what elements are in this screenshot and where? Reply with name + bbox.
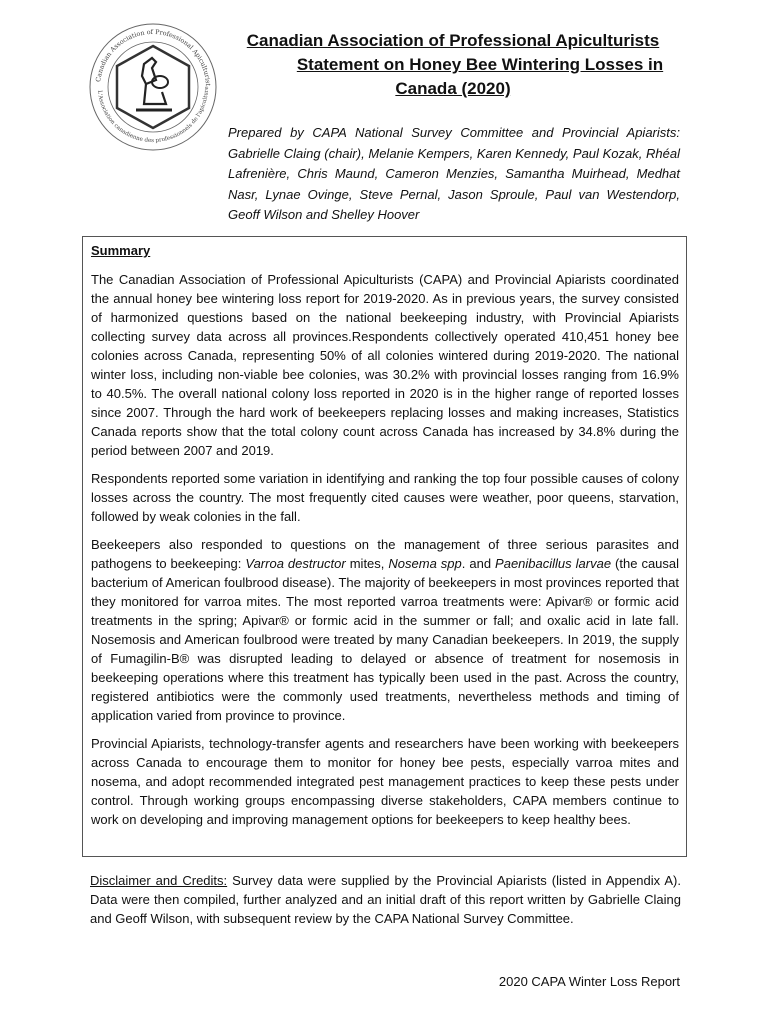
title-line-1: Canadian Association of Professional Apiculturists (246, 31, 660, 50)
summary-paragraph-2: Respondents reported some variation in identifying and ranking the top four possible causes of colony losses across the country. The most frequently cited causes were weather, poor queens, starvation, followed by weak colonies in the fall. (91, 471, 679, 524)
capa-seal-icon (86, 20, 220, 154)
page-title (228, 29, 678, 101)
p3-italic-nosema: Nosema spp (388, 556, 462, 571)
p3-text-1: Beekeepers also responded to questions on the management of three serious parasites and pathogens to beekeeping: (91, 537, 679, 571)
summary-paragraph-1: The Canadian Association of Professional Apiculturists (CAPA) and Provincial Apiarists coordinated the annual honey bee wintering loss report for 2019-2020. As in previous years, the survey consisted of harmonized questions based on the national beekeeping industry, with Provincial Apiarists collecting survey data across all provinces.Respondents collectively operated 410,451 honey bee colonies across Canada, representing 50% of all colonies wintered during 2019-2020. The national winter loss, including non-viable bee colonies, was 30.2% with provincial losses ranging from 16.9% to 40.5%. The overall national colony loss reported in 2020 is in the higher range of reported losses since 2007. Through the hard work of beekeepers replacing losses and making increases, Statistics Canada reports show that the total colony count across Canada has increased by 34.8% during the period between 2007 and 2019. (91, 272, 679, 458)
disclaimer-credits (90, 871, 681, 928)
title-line-2: Statement on Honey Bee Wintering Losses in (296, 55, 664, 74)
summary-paragraph-4: Provincial Apiarists, technology-transfer agents and researchers have been working with beekeepers across Canada to encourage them to monitor for honey bee pests, especially varroa mites and nosema, and adopt recommended integrated pest management practices to keep these pests under control. Through working groups encompassing diverse stakeholders, CAPA members continue to work on developing and improving management options for beekeepers to keep healthy bees. (91, 736, 679, 827)
p3-italic-paenibacillus: Paenibacillus larvae (495, 556, 612, 571)
authors-statement: Prepared by CAPA National Survey Committee and Provincial Apiarists: Gabrielle Claing (chair), Melanie Kempers, Karen Kennedy, Paul Kozak, Rhéal Lafrenière, Chris Maund, Cameron Menzies, Samantha Muirhead, Medhat Nasr, Lynae Ovinge, Steve Pernal, Jason Sproule, Paul van Westendorp, Geoff Wilson and Shelley Hoover (228, 125, 680, 222)
logo-ring-text-fr: L'Association canadienne des professionnels de l'apiculture (96, 86, 211, 145)
page-footer: 2020 CAPA Winter Loss Report (498, 974, 680, 989)
p3-text-4: (the causal bacterium of American foulbrood disease). The majority of beekeepers in most provinces reported that they monitored for varroa mites. The most reported varroa treatments were: Apivar® or formic acid treatments in the spring; Apivar® or formic acid in the summer or fall; and oxalic acid in late fall. Nosemosis and American foulbrood were treated by many Canadian beekeepers. In 2019, the supply of Fumagilin-B® was disrupted leading to delayed or absence of treatment for nosemosis in beekeeping operations where this treatment has typically been used in the past. Across the country, registered antibiotics were the commonly used treatments, nevertheless methods and timing of application varied from province to province. (91, 556, 680, 723)
p3-italic-varroa: Varroa destructor (245, 556, 346, 571)
p3-text-2: mites, (345, 556, 389, 571)
summary-box (82, 236, 687, 857)
summary-heading: Summary (91, 243, 151, 258)
disclaimer-text: Survey data were supplied by the Provincial Apiarists (listed in Appendix A). Data were then compiled, further analyzed and an initial draft of this report written by Gabrielle Claing and Geoff Wilson, with subsequent review by the CAPA National Survey Committee. (90, 873, 681, 926)
disclaimer-label: Disclaimer and Credits: (90, 873, 228, 888)
summary-paragraph-3 (91, 535, 679, 725)
p3-text-3: . and (461, 556, 496, 571)
logo-ring-text-en: Canadian Association of Professional Apiculturist (94, 27, 213, 87)
capa-logo (86, 20, 220, 154)
title-line-3: Canada (2020) (395, 79, 511, 98)
